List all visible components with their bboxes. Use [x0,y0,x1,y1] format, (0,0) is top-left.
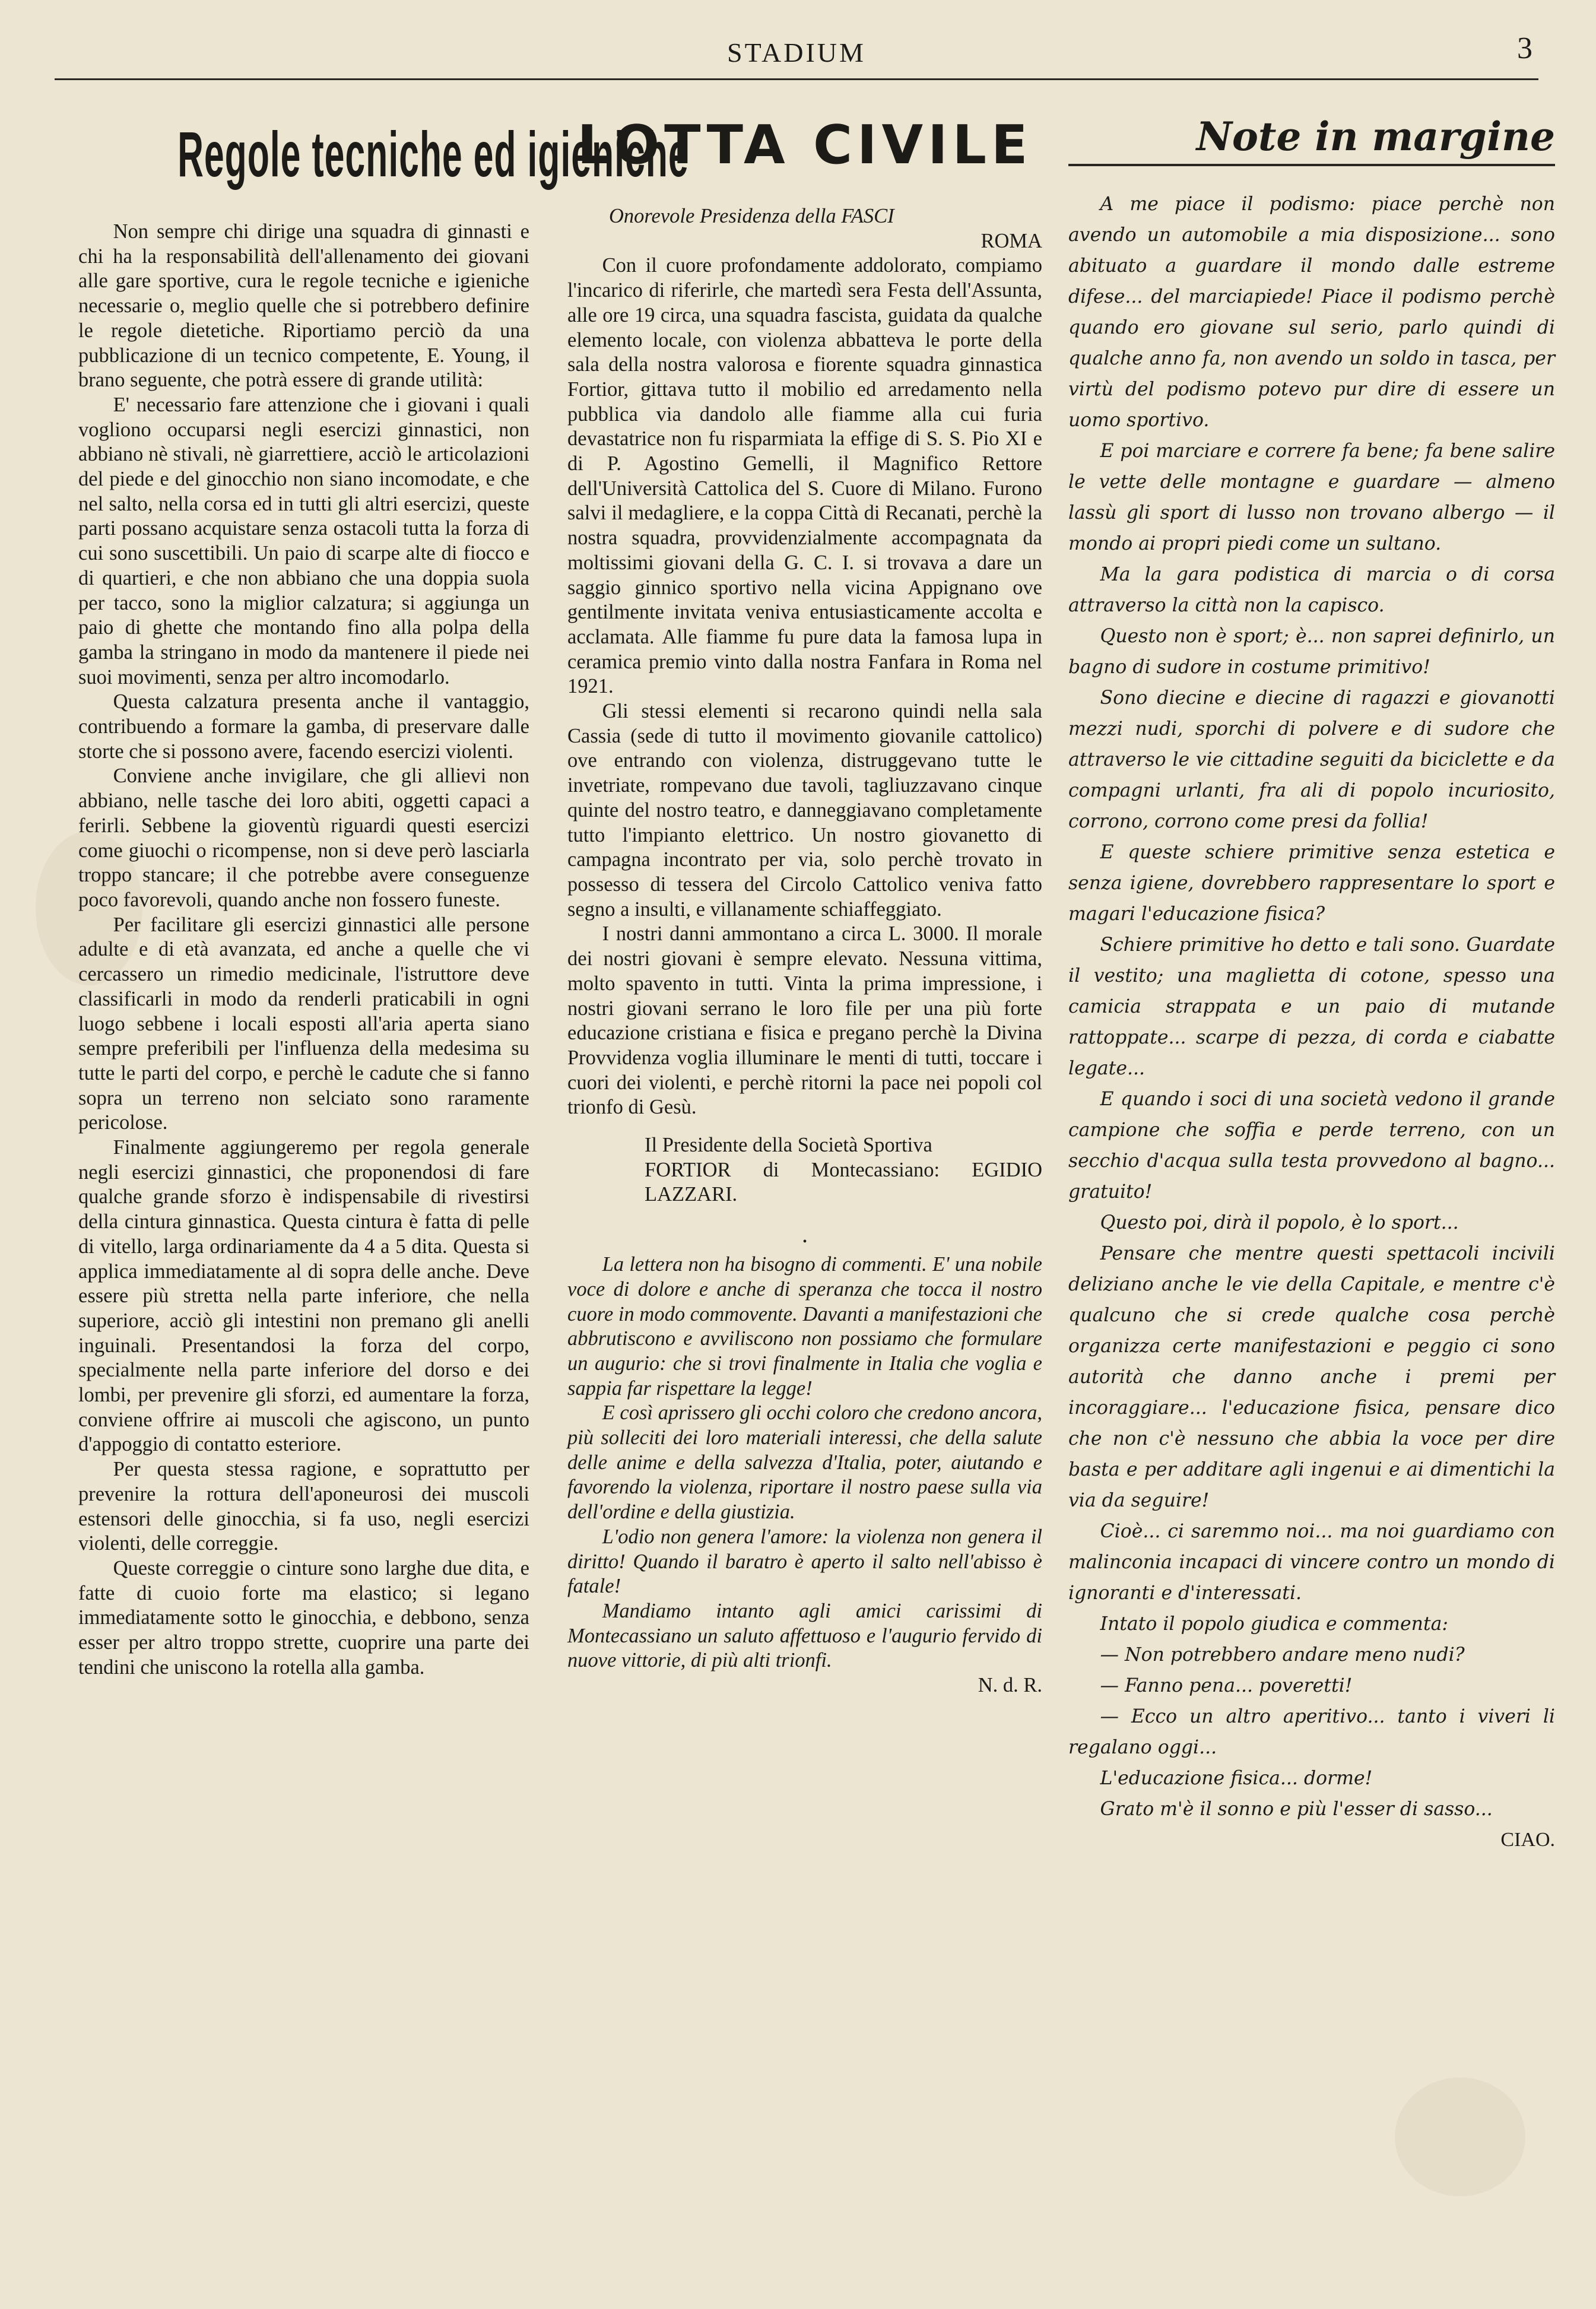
dialogue-line: — Fanno pena... poveretti! [1100,1675,1353,1696]
dialogue-line: — Ecco un altro aperitivo... tanto i viveri li regalano oggi... [1068,1706,1555,1758]
column-lotta-civile [567,113,1042,1698]
column-regole [78,113,689,1680]
paragraph: Per facilitare gli esercizi ginnastici alle persone adulte e di età avanzata, ed anche a quelle che vi cercassero un rimedio medicinale, l'istruttore deve classificarli in modo da renderli praticabili in ogni luogo sebbene i locali esposti all'aria aperta siano sempre preferibili per l'influenza della medesima su tutte le parti del corpo, e perchè le cadute che si fanno sopra un terreno non selciato sono raramente pericolose. [78,913,529,1134]
masthead: STADIUM [727,37,866,68]
article-title-lotta-civile: LOTTA CIVILE [577,114,1033,176]
paragraph: Conviene anche invigilare, che gli allievi non abbiano, nelle tasche dei loro abiti, oggetti capaci a ferirli. Sebbene la gioventù riguardi questi esercizi come giuochi o ricompense, non si deve però lasciarla troppo stancare; il che potrebbe avere conseguenze poco favorevoli, quando anche non fossero funeste. [78,765,529,911]
article-title-regole: Regole tecniche ed igieniche [177,118,689,190]
paragraph: E' necessario fare attenzione che i giovani i quali vogliono occuparsi negli esercizi ginnastici, non abbiano nè stivali, nè giarrettiere, acciò le articolazioni del piede e del ginocchio non siano incomodate, e che nel salto, nella corsa ed in tutti gli altri esercizi, queste parti possano acquistare senza ostacoli tutta la forza di cui sono suscettibili. Un paio di scarpe alte di fiocco e di quartieri, e che non abbiano che una doppia suola per tacco, sono la miglior calzatura; si aggiunga un paio di ghette che montando fino alla polpa della gamba la stringano in modo da mantenere il piede nei suoi movimenti, senza per altro incomodarlo. [78,393,529,689]
paragraph: E poi marciare e correre fa bene; fa bene salire le vette delle montagne e guardare — almeno lassù gli sport di lusso non trovano albergo — il mondo ai propri piedi come un sultano. [1068,440,1555,554]
signature-name: FORTIOR di Montecassiano: EGIDIO LAZZARI. [645,1158,1042,1206]
paragraph: Gli stessi elementi si recarono quindi nella sala Cassia (sede di tutto il movimento giovanile cattolico) ove entrando con violenza, distruggevano tutte le invetriate, rompevano due tavoli, tagliuzzavano cinque quinte del nostro teatro, e danneggiavano completamente tutto l'impianto elettrico. Un nostro giovanetto di campagna incontrato per via, solo perchè trovato in possesso di tessera del Circolo Cattolico veniva fatto segno a insulti, e villanamente schiaffeggiato. [567,700,1042,921]
paragraph: Intato il popolo giudica e commenta: [1100,1613,1449,1635]
paragraph: Schiere primitive ho detto e tali sono. Guardate il vestito; una maglietta di cotone, spesso una camicia strappata e un paio di mutande rattoppate... scarpe di pezza, di corda e ciabatte legate... [1068,934,1555,1079]
dialogue-line: — Non potrebbero andare meno nudi? [1100,1644,1465,1666]
editor-signature: N. d. R. [978,1674,1042,1697]
letter-addressee-city: ROMA [981,229,1042,252]
letter-addressee: Onorevole Presidenza della FASCI [609,205,894,227]
paragraph: I nostri danni ammontano a circa L. 3000. Il morale dei nostri giovani è sempre elevato. Nessuna vittima, molto spavento in tutti. Vinta la prima impressione, i nostri giovani serrano le loro file per una più forte educazione cristiana e fisica e pregano perchè la Divina Provvidenza voglia illuminare le menti di tutti, toccare i cuori dei violenti, e perchè ritorni la pace nei popoli col trionfo di Gesù. [567,922,1042,1119]
paragraph: L'educazione fisica... dorme! [1100,1768,1373,1789]
comment-paragraph: E così aprissero gli occhi coloro che credono ancora, più solleciti dei loro materiali interessi, che della salute delle anime e della salvezza d'Italia, poter, aiutando e favorendo la violenza, riportare il nostro paese sulla via dell'ordine e della giustizia. [567,1401,1042,1524]
article-title-note: Note in margine [1068,113,1555,166]
paragraph: E quando i soci di una società vedono il grande campione che soffia e perde terreno, con un secchio d'acqua sulla testa provvedono al bagno... gratuito! [1068,1089,1555,1203]
page-header [55,31,1538,80]
paragraph: Questa calzatura presenta anche il vantaggio, contribuendo a formare la gamba, di preservare dalle storte che si possono avere, facendo esercizi violenti. [78,690,529,763]
comment-paragraph: L'odio non genera l'amore: la violenza non genera il diritto! Quando il baratro è aperto il salto nell'abisso è fatale! [567,1525,1042,1598]
paragraph: Queste correggie o cinture sono larghe due dita, e fatte di cuoio forte ma elastico; si legano immediatamente sotto le ginocchia, e debbono, senza esser per altro troppo strette, cuoprire una parte dei tendini che uniscono la rotella alla gamba. [78,1556,529,1679]
paragraph: Con il cuore profondamente addolorato, compiamo l'incarico di riferirle, che martedì sera Festa dell'Assunta, alle ore 19 circa, una squadra fascista, guidata da qualche elemento locale, con violenza abbatteva le porte della sala della nostra valorosa e fiorente squadra ginnastica Fortior, gittava tutto il mobilio ed arredamento nella pubblica via dandolo alle fiamme alla cui furia devastatrice non fu risparmiata la effige di S. S. Pio XI e di P. Agostino Gemelli, il Magnifico Rettore dell'Università Cattolica del S. Cuore di Milano. Furono salvi il medagliere, e la coppa Città di Recanati, perchè la nostra squadra, provvidenzialmente accompagnata da moltissimi giovani della G. C. I. si trovava a dare un saggio ginnico sportivo nella vicina Appignano ove gentilmente invitata veniva entusiasticamente accolta e acclamata. Alle fiamme fu pure data la famosa lupa in ceramica premio vinto dalla nostra Fanfara in Roma nel 1921. [567,254,1042,698]
paragraph: Finalmente aggiungeremo per regola generale negli esercizi ginnastici, che proponendosi di fare qualche grande sforzo è indispensabile di rivestirsi della cintura ginnastica. Questa cintura è fatta di pelle di vitello, larga ordinariamente da 4 a 5 dita. Questa si applica immediatamente al di sopra delle anche. Deve essere più stretta nella parte inferiore, che nella superiore, acciò gli intestini non premano gli anelli inguinali. Presentandosi la forza del corpo, specialmente nella parte inferiore del dorso e dei lombi, per prevenire gli sforzi, ed aumentare la forza, conviene offrire ai muscoli che agiscono, un punto d'appoggio di contatto esteriore. [78,1136,529,1456]
comment-paragraph: La lettera non ha bisogno di commenti. E' una nobile voce di dolore e anche di speranza che tocca il nostro cuore in modo commovente. Davanti a manifestazioni che abbrutiscono e avviliscono non possiamo che formulare un augurio: che si trovi finalmente in Italia che voglia e sappia far rispettare la legge! [567,1253,1042,1400]
paragraph: A me piace il podismo: piace perchè non avendo un automobile a mia disposizione... sono abituato a guardare il mondo dalle estreme difese... del marciapiede! Piace il podismo perchè quando ero giovane sul serio, parlo quindi di qualche anno fa, non avendo un soldo in tasca, per virtù del podismo potevo pur dire di essere un uomo sportivo. [1068,194,1555,431]
letter-signature [567,1133,1042,1207]
page-number: 3 [1517,31,1532,65]
paragraph: Questo poi, dirà il popolo, è lo sport... [1100,1212,1459,1233]
column-note-in-margine [1068,113,1555,1856]
paragraph: Sono diecine e diecine di ragazzi e giovanotti mezzi nudi, sporchi di polvere e di sudore che attraverso le vie cittadine seguiti da biciclette e da compagni urlanti, fra ali di popolo incuriosito, corrono, corrono come presi da follia! [1068,687,1555,832]
editor-comment [567,1252,1042,1698]
comment-paragraph: Mandiamo intanto agli amici carissimi di Montecassiano un saluto affettuoso e l'augurio fervido di nuove vittorie, di più alti trionfi. [567,1599,1042,1672]
paragraph: Grato m'è il sonno e più l'esser di sasso... [1100,1799,1493,1820]
separator-bullet: • [802,1235,807,1249]
paragraph: Cioè... ci saremmo noi... ma noi guardiamo con malinconia incapaci di vincere contro un mondo di ignoranti e d'interessati. [1068,1521,1555,1604]
signature-prefix: Il Presidente della Società Sportiva [645,1134,932,1157]
paragraph: Per questa stessa ragione, e soprattutto per prevenire la rottura dell'aponeurosi dei muscoli estensori delle ginocchia, si fa uso, negli esercizi violenti, delle correggie. [78,1458,529,1555]
paragraph: Pensare che mentre questi spettacoli incivili deliziano anche le vie della Capitale, e mentre c'è qualcuno che si crede qualche cosa perchè organizza certe manifestazioni e peggio ci sono autorità che danno anche i premi per incoraggiare... l'educazione fisica, pensare dico che non c'è nessuno che abbia la voce per dire basta e per additare agli ingenui e ai dimentichi la via da seguire! [1068,1243,1555,1511]
author-signature: CIAO. [1500,1829,1555,1851]
paragraph: Ma la gara podistica di marcia o di corsa attraverso la città non la capisco. [1068,564,1555,616]
paragraph: Questo non è sport; è... non saprei definirlo, un bagno di sudore in costume primitivo! [1068,626,1555,678]
paragraph: Non sempre chi dirige una squadra di ginnasti e chi ha la responsabilità dell'allenamento dei giovani alle gare sportive, cura le regole tecniche e igieniche necessarie o, meglio quelle che si potrebbero definire le regole dietetiche. Riportiamo perciò da una pubblicazione di un tecnico competente, E. Young, il brano seguente, che potrà essere di grande utilità: [78,220,529,392]
paragraph: E queste schiere primitive senza estetica e senza igiene, dovrebbero rappresentare lo sport e magari l'educazione fisica? [1068,842,1555,925]
